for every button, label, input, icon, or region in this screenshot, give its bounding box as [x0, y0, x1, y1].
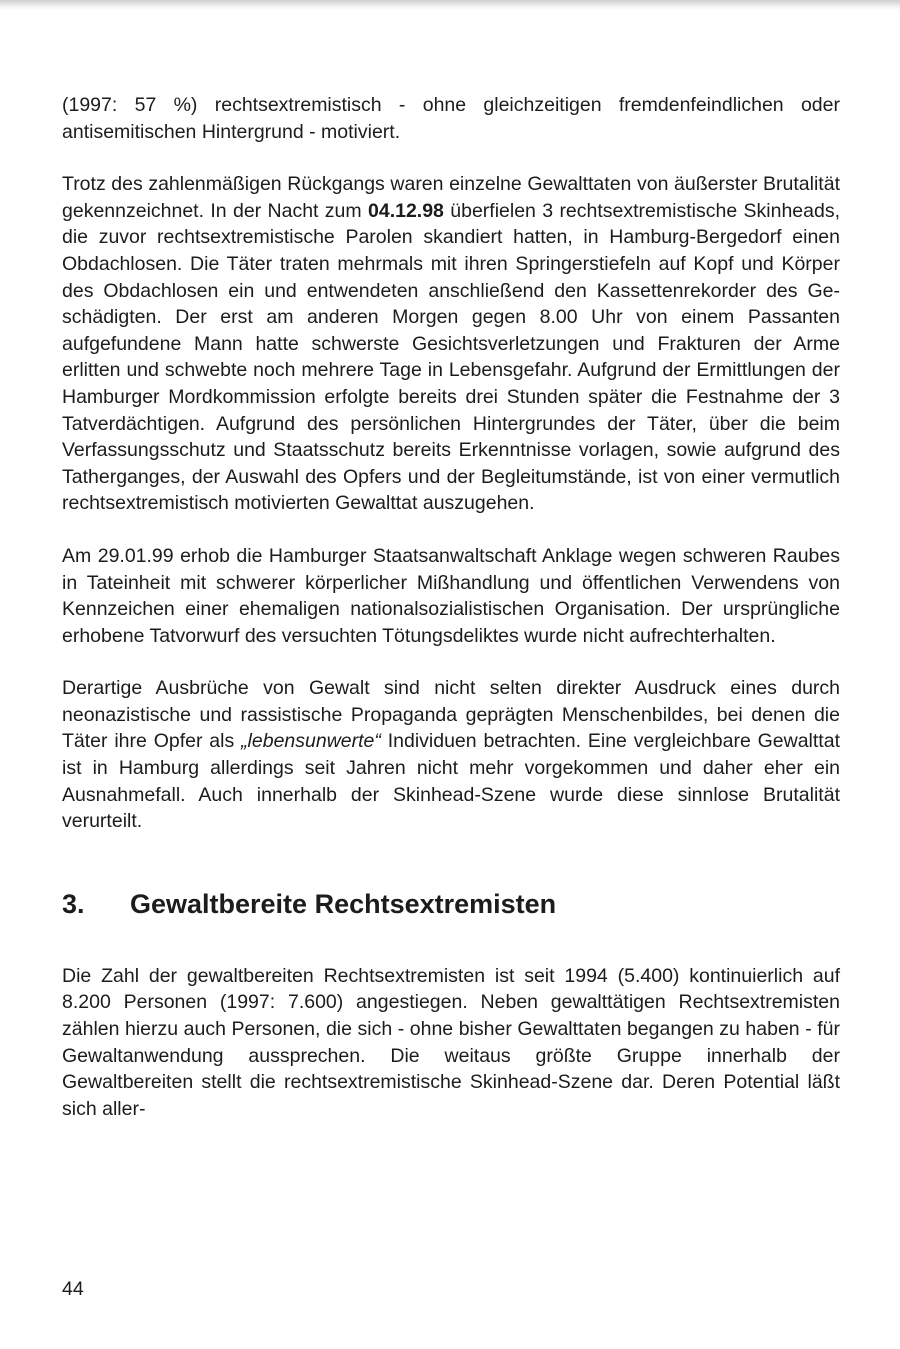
paragraph-continuation: (1997: 57 %) rechtsextremistisch - ohne gleichzeitigen fremdenfeindlichen oder antisemitischen Hintergrund - motiviert.	[62, 94, 840, 143]
paragraph-section-intro: Die Zahl der gewaltbereiten Rechtsextremisten ist seit 1994 (5.400) kontinuierlich auf 8.200 Personen (1997: 7.600) angestiegen. Neben gewalttätigen Rechtsextremisten zählen hierzu auch Personen, die sich - ohne bisher Gewalttaten begangen zu haben - für Gewaltanwendung aussprechen. Die weitaus größte Gruppe innerhalb der Gewaltbereiten stellt die rechtsextremistische Skinhead-Szene dar. Deren Potential läßt sich aller-	[62, 964, 840, 1120]
attack-date: 04.12.98	[368, 199, 444, 222]
quoted-term: „lebensunwerte“	[241, 730, 381, 753]
paragraph-text: Derartige Ausbrüche von Gewalt sind nicht selten direkter Ausdruck eines durch neonazistische und rassistische Propaganda geprägten Menschenbildes, bei denen die Täter ihre Opfer als	[62, 677, 840, 753]
document-page	[62, 92, 840, 1122]
section-number: 3.	[62, 888, 85, 919]
section-heading	[62, 887, 840, 921]
page-number: 44	[62, 1278, 84, 1300]
paragraph-text: überfielen 3 rechtsextremistische Skinheads, die zuvor rechtsextremistische Parolen skandiert hatten, in Hamburg-Bergedorf einen Obdachlosen. Die Täter traten mehrmals mit ihren Springerstiefeln auf Kopf und Körper des Obdachlosen ein und entwendeten anschließend den Kassettenrekorder des Geschädigten. Der erst am anderen Morgen gegen 8.00 Uhr von einem Passanten aufgefundene Mann hatte schwerste Gesichtsverletzungen und Frakturen der Arme erlitten und schwebte noch mehrere Tage in Lebensgefahr. Aufgrund der Ermittlungen der Hamburger Mordkommission erfolgte bereits drei Stunden später die Festnahme der 3 Tatverdächtigen. Aufgrund des persönlichen Hintergrundes der Täter, über die beim Verfassungsschutz und Staatsschutz bereits Erkenntnisse vorlagen, sowie aufgrund des Tatherganges, der Auswahl des Opfers und der Begleitumstände, ist von einer vermutlich rechtsextremistisch motivierten Gewalttat auszugehen.	[62, 199, 840, 515]
section-title: Gewaltbereite Rechtsextremisten	[130, 888, 557, 919]
paragraph-attack-report	[62, 171, 840, 517]
paragraph-text: Individuen betrachten. Eine vergleichbare Gewalttat ist in Hamburg allerdings seit Jahren nicht mehr vorgekommen und daher eher ein Ausnahmefall. Auch innerhalb der Skinhead-Szene wurde diese sinnlose Brutalität verurteilt.	[62, 730, 840, 833]
scan-top-edge	[0, 0, 900, 10]
paragraph-indictment: Am 29.01.99 erhob die Hamburger Staatsanwaltschaft Anklage wegen schweren Raubes in Tateinheit mit schwerer körperlicher Mißhandlung und öffentlichen Verwendens von Kennzeichen einer ehemaligen nationalsozialistischen Organisation. Der ursprüngliche erhobene Tatvorwurf des versuchten Tötungsdeliktes wurde nicht aufrechterhalten.	[62, 544, 840, 647]
paragraph-assessment	[62, 675, 840, 835]
paragraph-text: Trotz des zahlenmäßigen Rückgangs waren einzelne Gewalttaten von äußerster Brutalität gekennzeichnet. In der Nacht zum	[62, 173, 840, 222]
